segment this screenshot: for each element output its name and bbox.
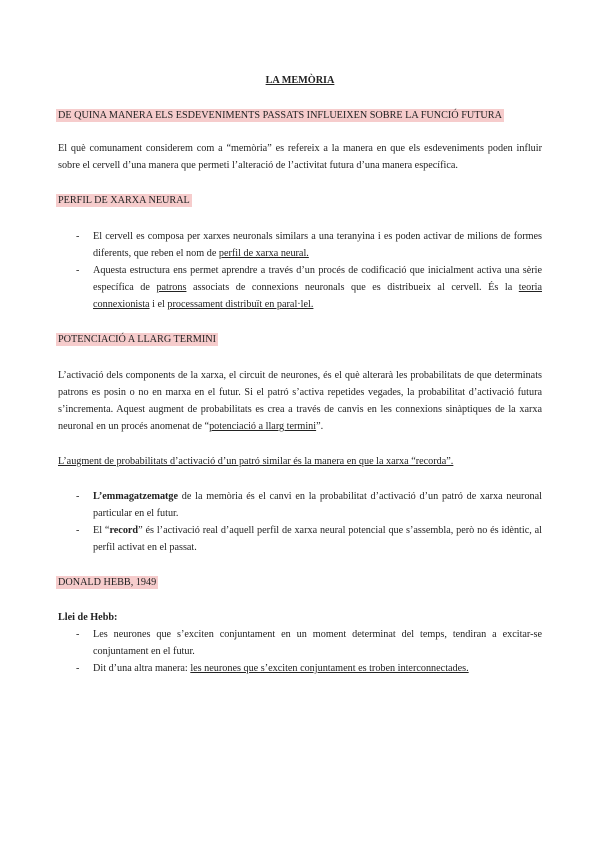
section-heading-intro: DE QUINA MANERA ELS ESDEVENIMENTS PASSATS INFLUEIXEN SOBRE LA FUNCIÓ FUTURA [58,110,502,121]
list-item: - Dit d’una altra manera: les neurones que s’exciten conjuntament es troben interconnectades. [76,663,469,674]
hebb-law-label: Llei de Hebb: [58,612,118,623]
list-item: - El “record” és l’activació real d’aquell perfil de xarxa neural potencial que s’assembla, però no és idèntic, al perfil activat en el passat. [76,525,542,553]
potenciacio-list [58,488,542,556]
section-heading-potenciacio: POTENCIACIÓ A LLARG TERMINI [58,334,216,345]
list-item: - L’emmagatzematge de la memòria és el canvi en la probabilitat d’activació d’un patró de xarxa neuronal particular en el futur. [76,491,542,519]
potenciacio-paragraph: L’activació dels components de la xarxa, el circuit de neurones, és el què alterarà les probabilitats de que determinats patrons es posin o no en marxa en el futur. Si el patró s’activa repetides vegades, la probabilitat d’activació futura s’incrementa. Aquest augment de probabilitats es crea a través de canvis en les connexions sinàptiques de la xarxa neuronal en un procés anomenat de “potenciació a llarg termini”. [58,370,542,432]
list-item: - Les neurones que s’exciten conjuntament en un moment determinat del temps, tendiran a excitar-se conjuntament en el futur. [76,629,542,657]
list-item: - Aquesta estructura ens permet aprendre a través d’un procés de codificació que inicialment activa una sèrie específica de patrons associats de connexions neuronals que es distribueix al cervell. És la teoria connexionista i el processament distribuït en paral·lel. [76,265,542,310]
key-sentence: L’augment de probabilitats d’activació d’un patró similar és la manera en que la xarxa “recorda”. [58,456,454,467]
section-heading-perfil: PERFIL DE XARXA NEURAL [58,195,190,206]
hebb-list [58,626,542,677]
intro-paragraph: El què comunament considerem com a “memòria” es refereix a la manera en que els esdeveniments poden influir sobre el cervell d’una manera que permeti l’alteració de l’activitat futura d’una manera específica. [58,143,542,171]
document-title: LA MEMÒRIA [265,75,335,86]
list-item: - El cervell es composa per xarxes neuronals similars a una teranyina i es poden activar de milions de formes diferents, que reben el nom de perfil de xarxa neural. [76,231,542,259]
section-heading-hebb: DONALD HEBB, 1949 [58,577,157,588]
perfil-list [58,228,542,313]
